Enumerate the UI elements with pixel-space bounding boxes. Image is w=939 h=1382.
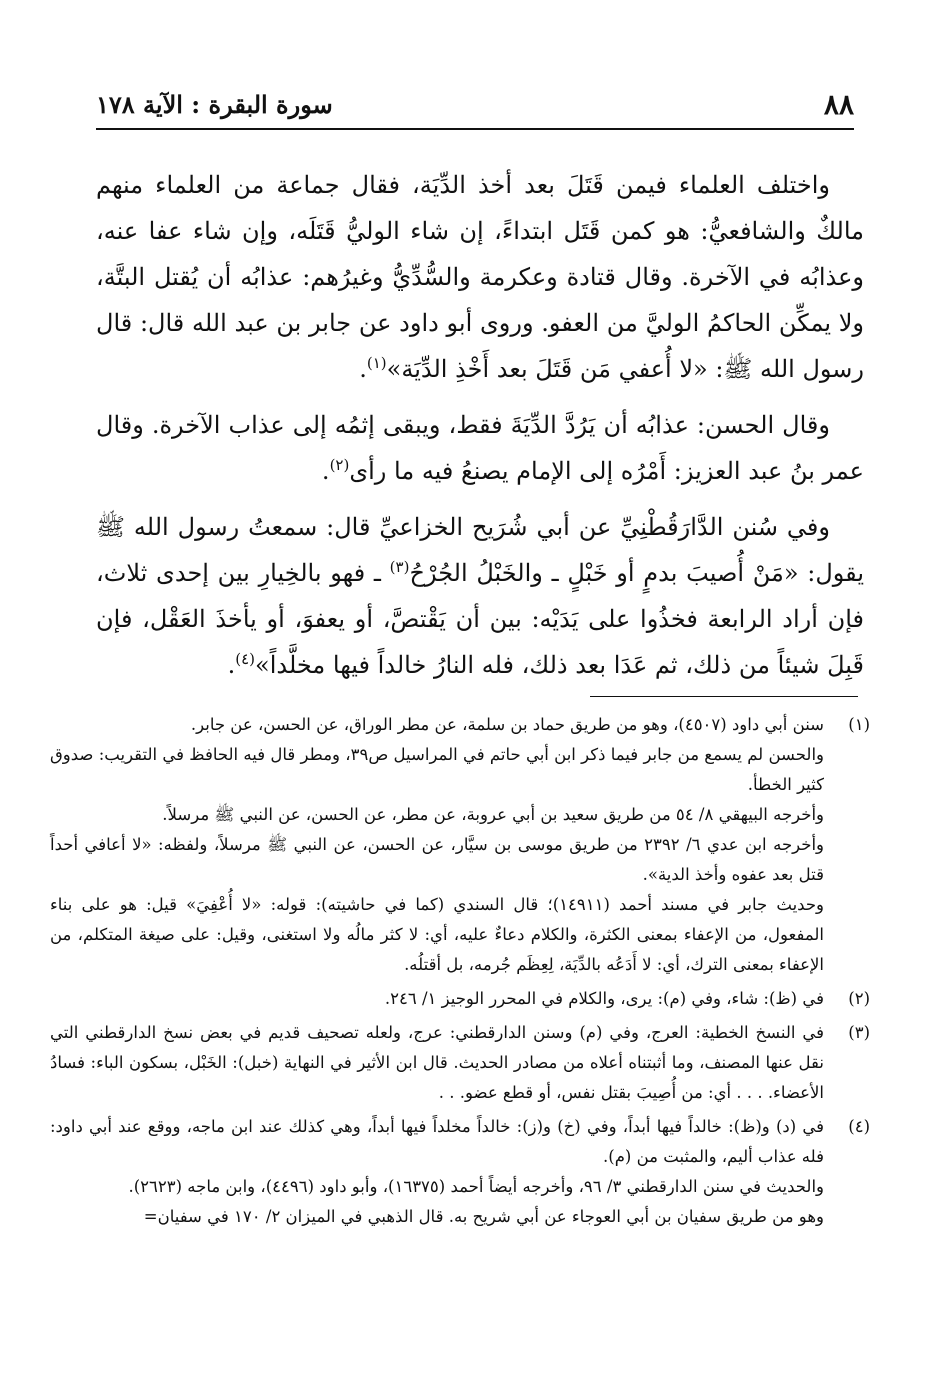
footnote [50, 1112, 870, 1232]
footnote-line: سنن أبي داود (٤٥٠٧)، وهو من طريق حماد بن سلمة، عن مطر الوراق، عن الحسن، عن جابر. [190, 715, 824, 734]
footnote [50, 710, 870, 980]
footnote-ref: (٢) [329, 456, 350, 474]
paragraph-tail: . [321, 457, 330, 485]
footnote-line: في النسخ الخطية: العرج، وفي (م) وسنن الدارقطني: عرج، ولعله تصحيف قديم في بعض نسخ الدارقطني التي نقل عنها المصنف، وما أثبتناه أعلاه من مصادر الحديث. قال ابن الأثير في النهاية (خبل): الخَبْل، بسكون الباء: فسادُ الأعضاء. . . . أي: من أُصِيبَ بقتل نفس، أو قطع عضو. . . [50, 1023, 824, 1102]
paragraph-text: واختلف العلماء فيمن قَتَلَ بعد أخذ الدِّيَة، فقال جماعة من العلماء منهم مالكٌ والشافعيُّ: هو كمن قَتَل ابتداءً، إن شاء الوليُّ قَتَلَه، وإن شاء عفا عنه، وعذابُه في الآخرة. وقال قتادة وعكرمة والسُّدِّيُّ وغيرُهم: عذابُه أن يُقتل البتَّة، ولا يمكِّن الحاكمُ الوليَّ من العفو. وروى أبو داود عن جابر بن عبد الله قال: قال رسول الله ﷺ: «لا أُعفي مَن قَتَلَ بعد أَخْذِ الدِّيَة» [96, 171, 864, 383]
paragraph [96, 162, 864, 392]
paragraph-text: وفي سُنن الدَّارَقُطْنِيِّ عن أبي شُرَيح الخزاعيِّ قال: سمعتُ رسول الله ﷺ يقول: «مَنْ أُصيبَ بدمٍ أو خَبْلٍ ـ والخَبْلُ الجُرْحُ [96, 513, 864, 587]
footnotes [50, 710, 870, 1236]
footnote-number: (٢) [848, 989, 870, 1008]
footnote-divider [590, 696, 858, 697]
footnote-line: في (د) و(ظ): خالداً فيها أبداً، وفي (خ) و(ز): خالداً مخلداً فيها أبداً، وهي كذلك عند ابن ماجه، ووقع عند أبي داود: فله عذاب أليم، والمثبت من (م). [50, 1117, 824, 1166]
footnote-line: وحديث جابر في مسند أحمد (١٤٩١١)؛ قال السندي (كما في حاشيته): قوله: «لا أُعْفِيَ» قيل: هو على بناء المفعول، من الإعفاء بمعنى الكثرة، والكلام دعاءٌ عليه، أي: لا كثر مالُه ولا استغنى، وقيل: على صيغة المتكلم، من الإعفاء بمعنى الترك، أي: لا أَدَعُه بالدِّيَة، لِعِظَم جُرمه، بل أقتلُه. [50, 895, 824, 974]
paragraph-tail: . [359, 355, 367, 383]
footnote [50, 984, 870, 1014]
page-number: ٨٨ [823, 88, 854, 121]
footnote-number: (١) [848, 715, 870, 734]
footnote-number: (٤) [848, 1117, 870, 1136]
main-text [96, 162, 864, 698]
footnote [50, 1018, 870, 1108]
paragraph-text: وقال الحسن: عذابُه أن يَرُدَّ الدِّيَةَ فقط، ويبقى إثمُه إلى عذاب الآخرة. وقال عمر بنُ عبد العزيز: أَمْرُه إلى الإمام يصنعُ فيه ما رأى [96, 411, 864, 485]
footnote-number: (٣) [848, 1023, 870, 1042]
paragraph [96, 504, 864, 688]
footnote-ref: (٤) [235, 650, 256, 668]
footnote-line: وهو من طريق سفيان بن أبي العوجاء عن أبي شريح به. قال الذهبي في الميزان ٢/ ١٧٠ في سفيان= [143, 1207, 824, 1226]
footnote-ref: (١) [366, 354, 387, 372]
paragraph-tail: . [227, 651, 236, 679]
paragraph-text-continued: ـ فهو بالخِيارِ بين إحدى ثلاث، فإن أراد الرابعة فخذُوا على يَدَيْه: بين أن يَقْتصَّ، أو يعفوَ، أو يأخذَ العَقْل، فإن قَبِلَ شيئاً من ذلك، ثم عَدَا بعد ذلك، فله النارُ خالداً فيها مخلَّداً» [96, 559, 864, 679]
footnote-line: وأخرجه ابن عدي ٦/ ٢٣٩٢ من طريق موسى بن سيَّار، عن الحسن، عن النبي ﷺ مرسلاً، ولفظه: «لا أعافي أحداً قتل بعد عفوه وأخذ الدية». [50, 835, 825, 884]
footnote-line: في (ظ): شاء، وفي (م): يرى، والكلام في المحرر الوجيز ١/ ٢٤٦. [384, 989, 824, 1008]
running-title: سورة البقرة : الآية ١٧٨ [96, 90, 333, 119]
footnote-line: والحديث في سنن الدارقطني ٣/ ٩٦، وأخرجه أيضاً أحمد (١٦٣٧٥)، وأبو داود (٤٤٩٦)، وابن ماجه (٢٦٢٣). [128, 1177, 824, 1196]
footnote-line: وأخرجه البيهقي ٨/ ٥٤ من طريق سعيد بن أبي عروبة، عن مطر، عن الحسن، عن النبي ﷺ مرسلاً. [162, 805, 824, 824]
paragraph [96, 402, 864, 494]
page-header [96, 84, 854, 130]
footnote-line: والحسن لم يسمع من جابر فيما ذكر ابن أبي حاتم في المراسيل ص٣٩، ومطر قال فيه الحافظ في التقريب: صدوق كثير الخطأ. [50, 745, 824, 794]
footnote-ref: (٣) [389, 558, 410, 576]
